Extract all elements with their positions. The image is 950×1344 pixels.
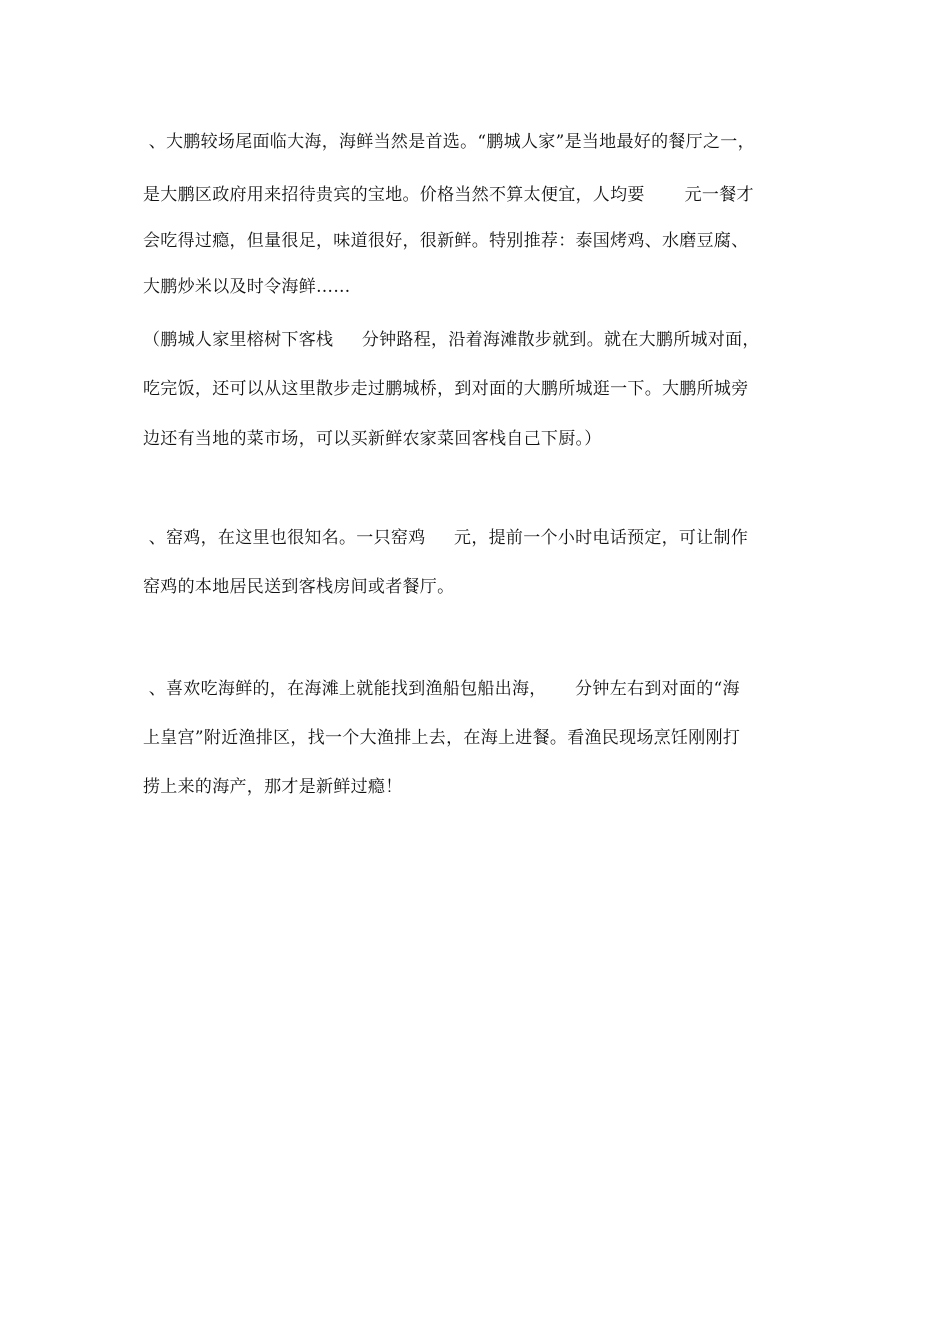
paragraph-line: 大鹏炒米以及时令海鲜……: [143, 277, 351, 297]
paragraph-line: 吃完饭，还可以从这里散步走过鹏城桥，到对面的大鹏所城逛一下。大鹏所城旁: [143, 379, 749, 399]
paragraph-line: 边还有当地的菜市场，可以买新鲜农家菜回客栈自己下厨。）: [143, 429, 602, 449]
paragraph-line: 、大鹏较场尾面临大海，海鲜当然是首选。“鹏城人家”是当地最好的餐厅之一，: [143, 132, 755, 152]
paragraph-line: 会吃得过瘾，但量很足，味道很好，很新鲜。特别推荐：泰国烤鸡、水磨豆腐、: [143, 231, 749, 251]
paragraph-line: 、窑鸡，在这里也很知名。一只窑鸡 元，提前一个小时电话预定，可让制作: [143, 528, 749, 548]
paragraph-line: 、喜欢吃海鲜的，在海滩上就能找到渔船包船出海， 分钟左右到对面的“海: [143, 679, 740, 699]
paragraph-line: 是大鹏区政府用来招待贵宾的宝地。价格当然不算太便宜，人均要 元一餐才: [143, 185, 754, 205]
paragraph-line: 捞上来的海产，那才是新鲜过瘾！: [143, 777, 403, 797]
paragraph-line: 窑鸡的本地居民送到客栈房间或者餐厅。: [143, 577, 455, 597]
paragraph-line: 上皇宫”附近渔排区，找一个大渔排上去，在海上进餐。看渔民现场烹饪刚刚打: [143, 728, 741, 748]
paragraph-line: （鹏城人家里榕树下客栈 分钟路程，沿着海滩散步就到。就在大鹏所城对面，: [143, 330, 760, 350]
